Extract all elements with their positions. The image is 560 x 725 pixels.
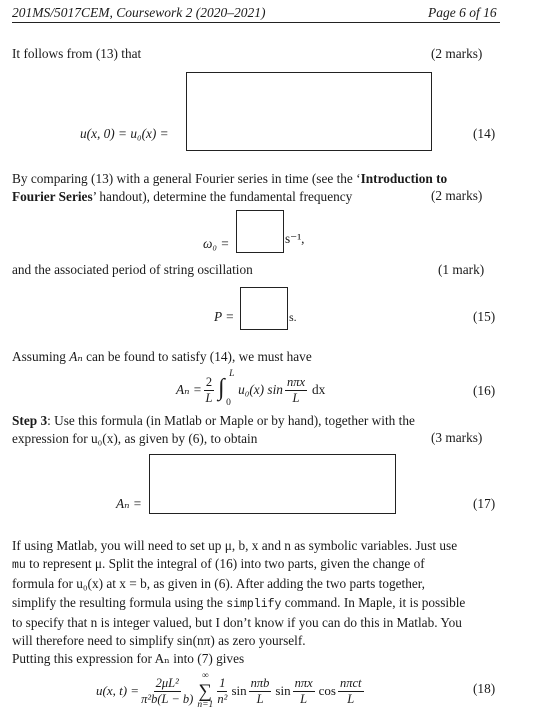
denominator: L: [256, 691, 264, 706]
text: Assuming: [12, 349, 70, 364]
denominator: n²: [217, 691, 228, 706]
sum-sign: ∑: [198, 680, 213, 702]
denominator: L: [292, 390, 300, 405]
text: simplify the resulting formula using the: [12, 594, 227, 610]
integrand: u₀(x) sin: [238, 382, 283, 397]
text: By comparing (13) with a general Fourier series in time (see the ‘: [12, 171, 361, 186]
numerator: nπx: [286, 375, 305, 389]
integral: [216, 369, 236, 408]
numerator: 1: [219, 676, 226, 690]
header-rule: [12, 22, 500, 23]
text: ’ handout), determine the fundamental frequency: [92, 189, 353, 205]
text: formula for u₀(x) at x = b, as given in (6). After adding the two parts together,: [12, 576, 425, 592]
text: : Use this formula (in Matlab or Maple or by hand), together with the: [47, 413, 415, 428]
code-mu: mu: [12, 559, 26, 573]
marks-label: (1 mark): [438, 262, 485, 277]
fraction: [204, 376, 214, 404]
paragraph-matlab: [12, 537, 500, 650]
text: to represent μ. Split the integral of (16) into two parts, given the change of: [25, 556, 425, 572]
differential: dx: [312, 382, 326, 397]
text: will therefore need to simplify sin(nπ) as zero yourself.: [12, 633, 306, 649]
sin-func: sin: [231, 683, 247, 698]
text-bold: Fourier Series: [12, 189, 93, 205]
fraction: [293, 677, 315, 705]
header-course-title: 201MS/5017CEM, Coursework 2 (2020–2021): [12, 5, 266, 20]
marks-label: (3 marks): [431, 430, 483, 445]
sum-lower: n=1: [197, 699, 214, 710]
cos-func: cos: [318, 683, 336, 698]
fraction: [217, 677, 227, 705]
step-label: Step 3: [12, 413, 48, 428]
equation-number: (14): [473, 126, 496, 141]
text: command. In Maple, it is possible: [281, 594, 466, 610]
code-simplify: simplify: [226, 597, 282, 611]
numerator: nπct: [340, 676, 362, 690]
equation-number: (17): [473, 496, 496, 511]
marks-label: (2 marks): [431, 46, 483, 61]
text-bold: Introduction to: [360, 171, 448, 186]
denominator: L: [300, 691, 308, 706]
math-lhs: Aₙ =: [176, 382, 202, 397]
denominator: L: [205, 390, 213, 405]
paragraph-putting: Putting this expression for Aₙ into (7) gives: [12, 651, 245, 666]
paragraph-step3: [12, 412, 500, 448]
period-lhs: P =: [214, 309, 235, 324]
omega-unit: s⁻¹,: [285, 231, 305, 246]
answer-box-17[interactable]: [149, 454, 396, 514]
sin-func: sin: [275, 683, 291, 698]
text: can be found to satisfy (14), we must have: [82, 349, 312, 364]
equation-lhs: Aₙ =: [116, 496, 142, 511]
denominator: π²b(L − b): [141, 691, 194, 706]
equation-16: [176, 369, 326, 408]
numerator: nπx: [294, 676, 313, 690]
answer-box-period[interactable]: [240, 287, 288, 330]
answer-box-omega[interactable]: [236, 210, 284, 253]
math-lhs: u(x, t) =: [96, 683, 140, 698]
paragraph-follows: It follows from (13) that: [12, 46, 142, 61]
text: to specify that n is integer valued, but I don’t know if you can do this in Matlab. You: [12, 614, 462, 630]
equation-number: (16): [473, 383, 496, 398]
equation-number: (18): [473, 681, 496, 696]
paragraph-period: and the associated period of string oscillation: [12, 262, 253, 277]
paragraph-assuming: [12, 349, 312, 365]
answer-box-14[interactable]: [186, 72, 432, 151]
omega-lhs: ω₀ =: [203, 236, 230, 251]
header-page-number: Page 6 of 16: [428, 5, 497, 20]
equation-number: (15): [473, 309, 496, 324]
equation-18: [96, 668, 366, 714]
integral-upper: L: [229, 369, 235, 379]
marks-label: (2 marks): [431, 188, 483, 203]
integral-lower: 0: [226, 398, 231, 408]
fraction: [338, 677, 364, 705]
fraction: [249, 677, 272, 705]
text: expression for u₀(x), as given by (6), to obtain: [12, 431, 258, 447]
period-unit: s.: [289, 310, 297, 324]
summation: [197, 672, 213, 710]
numerator: 2: [205, 375, 213, 389]
fraction: [141, 677, 193, 705]
integral-sign: ∫: [218, 375, 225, 401]
numerator: 2μL²: [155, 676, 179, 690]
denominator: L: [347, 691, 355, 706]
text: If using Matlab, you will need to set up μ, b, x and n as symbolic variables. Just use: [12, 538, 458, 553]
numerator: nπb: [250, 676, 270, 690]
sum-upper: ∞: [201, 671, 209, 681]
fraction: [285, 376, 307, 404]
math-var: Aₙ: [69, 349, 83, 364]
paragraph-fourier: [12, 170, 500, 206]
equation-lhs: u(x, 0) = u₀(x) =: [80, 126, 169, 141]
